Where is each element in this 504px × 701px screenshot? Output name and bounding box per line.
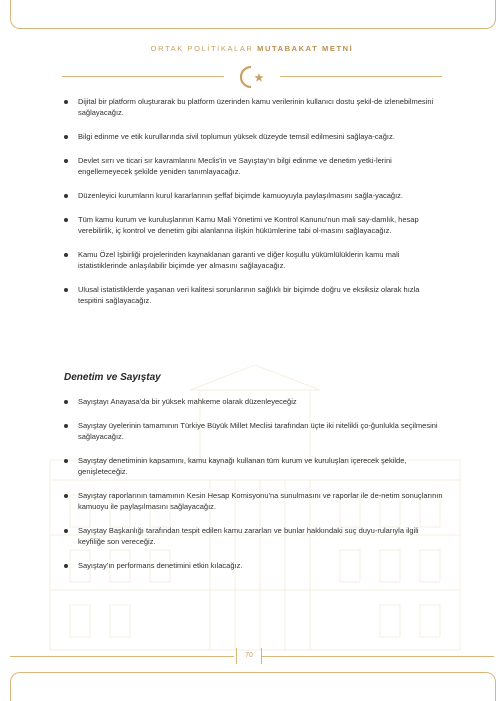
header-title-light: ORTAK POLİTİKALAR [150,44,254,53]
list-item [64,131,446,142]
bullet-dot-icon [64,194,68,198]
bullet-dot-icon [64,459,68,463]
list-item-text: Sayıştay denetiminin kapsamını, kamu kaynağı kullanan tüm kurum ve kuruluşları içerecek şekilde, genişleteceğiz. [78,456,407,476]
list-item [64,525,446,547]
list-item [64,560,446,571]
bullet-dot-icon [64,100,68,104]
header-rule-left [62,76,224,77]
list-item-text: Tüm kamu kurum ve kuruluşlarının Kamu Mali Yönetimi ve Kontrol Kanunu'nun mali say-damlık, hesap verebilirlik, iç kontrol ve denetim gibi alanlarına ilişkin hükümlerine tabi ol-masını sağlayacağız. [78,215,419,235]
page-number: 70 [236,648,262,664]
bullet-dot-icon [64,159,68,163]
top-frame [10,0,496,29]
list-item [64,96,446,118]
list-item-text: Sayıştay'ın performans denetimini etkin kılacağız. [78,561,243,570]
list-item-text: Dijital bir platform oluşturarak bu platform üzerinden kamu verilerinin kullanıcı dostu şekil-de izlenebilmesini sağlayacağız. [78,97,434,117]
list-item-text: Sayıştay Başkanlığı tarafından tespit edilen kamu zararları ve bunlar hakkındaki suç duyu-rularıyla ilgili keyfiliğe son vereceğiz. [78,526,419,546]
crescent-star-icon [232,64,272,90]
list-item-text: Sayıştayı Anayasa'da bir yüksek mahkeme olarak düzenleyeceğiz [78,397,297,406]
list-item-text: Ulusal istatistiklerde yaşanan veri kalitesi sorunlarının sağlıklı bir biçimde doğru ve eksiksiz olarak hızla tespitini sağlayacağız. [78,285,420,305]
list-item [64,190,446,201]
list-item [64,284,446,306]
list-item-text: Devlet sırrı ve ticari sır kavramlarını Meclis'in ve Sayıştay'ın bilgi edinme ve denetim yetki-lerini engellemeyecek şekilde yeniden tanımlayacağız. [78,156,392,176]
list-item [64,249,446,271]
bullet-list-audit [64,396,446,571]
section-heading: Denetim ve Sayıştay [64,372,161,383]
list-item [64,155,446,177]
list-item-text: Düzenleyici kurumların kurul kararlarının şeffaf biçimde kamuoyuyla paylaşılmasını sağla-yacağız. [78,191,404,200]
list-item [64,490,446,512]
list-item-text: Kamu Özel İşbirliği projelerinden kaynaklanan garanti ve diğer koşullu yükümlülüklerin kamu mali istatistiklerinde anlaşılabilir biçimde yer almasını sağlayacağız. [78,250,400,270]
list-item [64,396,446,407]
section-transparency [64,96,446,319]
bullet-dot-icon [64,135,68,139]
bullet-dot-icon [64,400,68,404]
section-audit [64,396,446,584]
header-rule-right [280,76,442,77]
list-item [64,420,446,442]
list-item-text: Sayıştay üyelerinin tamamının Türkiye Büyük Millet Meclisi tarafından üçte iki nitelikli ço-ğunlukla seçilmesini sağlayacağız. [78,421,438,441]
bullet-dot-icon [64,424,68,428]
bullet-dot-icon [64,564,68,568]
bullet-dot-icon [64,529,68,533]
list-item-text: Bilgi edinme ve etik kurullarında sivil toplumun yüksek düzeyde temsil edilmesini sağlaya-cağız. [78,132,395,141]
footer-rule-left [10,656,234,657]
bullet-dot-icon [64,218,68,222]
bullet-dot-icon [64,288,68,292]
document-header [0,44,504,53]
bottom-frame [10,672,496,701]
list-item-text: Sayıştay raporlarının tamamının Kesin Hesap Komisyonu'na sunulmasını ve raporlar ile de-netim sonuçlarının kamuoyu ile paylaşılmasını sağlayacağız. [78,491,443,511]
bullet-dot-icon [64,494,68,498]
bullet-dot-icon [64,253,68,257]
list-item [64,214,446,236]
header-title-bold: MUTABAKAT METNİ [257,44,354,53]
list-item [64,455,446,477]
footer-rule-right [262,656,494,657]
bullet-list-transparency [64,96,446,306]
